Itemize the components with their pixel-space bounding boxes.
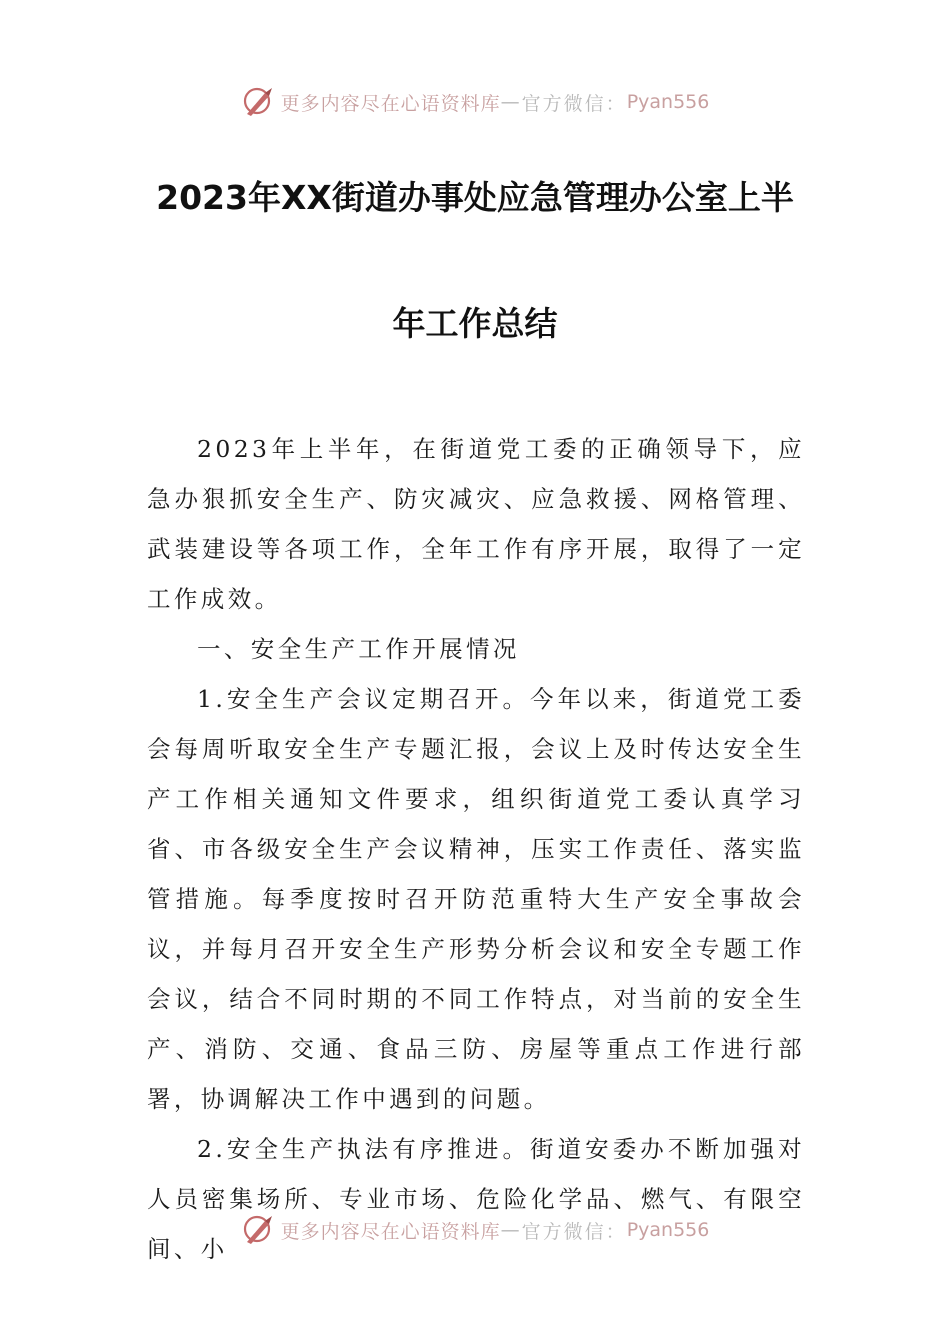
watermark-main-text: 更多内容尽在心语资料库	[280, 92, 501, 115]
paragraph-intro: 2023年上半年，在街道党工委的正确领导下，应急办狠抓安全生产、防灾减灾、应急救援、网格管理、武装建设等各项工作，全年工作有序开展，取得了一定工作成效。	[147, 435, 805, 613]
watermark-main-text: 更多内容尽在心语资料库	[280, 1220, 501, 1243]
section-heading-1: 一、安全生产工作开展情况	[197, 635, 520, 663]
pen-logo-icon	[241, 84, 277, 120]
watermark-dash: —	[500, 1219, 522, 1241]
watermark-wechat-id: Pyan556	[626, 1219, 710, 1241]
paragraph-item-2: 2.安全生产执法有序推进。街道安委办不断加强对人员密集场所、专业市场、危险化学品、燃气、有限空间、小	[147, 1135, 805, 1263]
watermark-footer	[0, 1210, 950, 1250]
watermark-dash: —	[500, 91, 522, 113]
watermark-sub-text: 官方微信：	[521, 92, 627, 115]
watermark-sub-text: 官方微信：	[521, 1220, 627, 1243]
document-title-line-1: 2023年XX街道办事处应急管理办公室上半	[156, 178, 794, 217]
pen-logo-icon	[241, 1212, 277, 1248]
watermark-wechat-id: Pyan556	[626, 91, 710, 113]
document-body	[147, 424, 805, 1274]
document-title-line-2: 年工作总结	[392, 304, 558, 343]
paragraph-item-1: 1.安全生产会议定期召开。今年以来，街道党工委会每周听取安全生产专题汇报，会议上及时传达安全生产工作相关通知文件要求，组织街道党工委认真学习省、市各级安全生产会议精神，压实工作责任、落实监管措施。每季度按时召开防范重特大生产安全事故会议，并每月召开安全生产形势分析会议和安全专题工作会议，结合不同时期的不同工作特点，对当前的安全生产、消防、交通、食品三防、房屋等重点工作进行部署，协调解决工作中遇到的问题。	[147, 685, 805, 1113]
watermark-header	[0, 82, 950, 122]
